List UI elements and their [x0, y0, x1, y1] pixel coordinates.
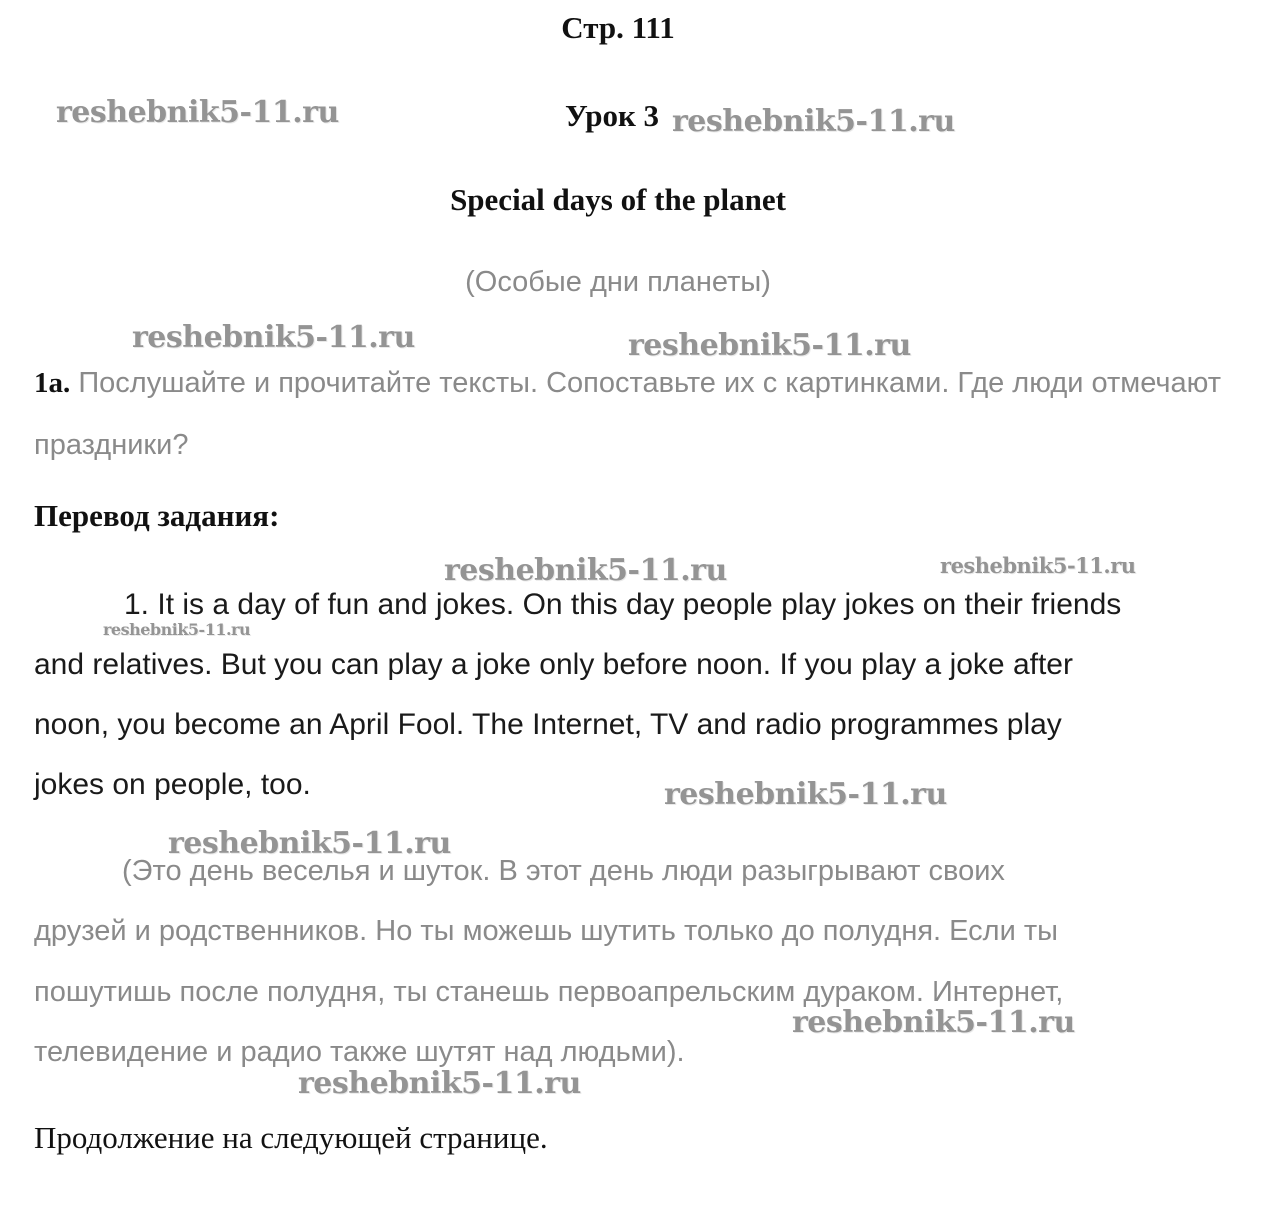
- lesson-label: Урок 3: [565, 98, 660, 133]
- watermark: reshebnik5-11.ru: [940, 553, 1136, 578]
- watermark: reshebnik5-11.ru: [792, 1005, 1075, 1040]
- watermark: reshebnik5-11.ru: [132, 320, 415, 355]
- russian-line: телевидение и радио также шутят над людьми).: [34, 1036, 685, 1068]
- lesson-title: Special days of the planet: [450, 182, 786, 217]
- watermark: reshebnik5-11.ru: [444, 553, 727, 588]
- english-line: jokes on people, too.: [34, 768, 311, 801]
- lesson-subtitle: (Особые дни планеты): [465, 266, 771, 298]
- english-line: and relatives. But you can play a joke only before noon. If you play a joke after: [34, 648, 1073, 681]
- watermark: reshebnik5-11.ru: [103, 620, 251, 639]
- translation-heading: Перевод задания:: [34, 498, 280, 533]
- watermark: reshebnik5-11.ru: [298, 1066, 581, 1101]
- task-text: Послушайте и прочитайте тексты. Сопоставьте их с картинками. Где люди отмечают праздники?: [34, 367, 1222, 461]
- english-line: 1. It is a day of fun and jokes. On this day people play jokes on their friends: [124, 588, 1122, 621]
- russian-line: пошутишь после полудня, ты станешь первоапрельским дураком. Интернет,: [34, 976, 1064, 1008]
- page-number: Стр. 111: [561, 10, 675, 45]
- russian-line: (Это день веселья и шуток. В этот день люди разыгрывают своих: [122, 855, 1005, 887]
- task-1a: [34, 352, 1224, 476]
- task-number: 1a.: [34, 367, 71, 399]
- watermark: reshebnik5-11.ru: [664, 777, 947, 812]
- watermark: reshebnik5-11.ru: [672, 104, 955, 139]
- watermark: reshebnik5-11.ru: [56, 95, 339, 130]
- watermark: reshebnik5-11.ru: [168, 826, 451, 861]
- watermark: reshebnik5-11.ru: [628, 328, 911, 363]
- english-line: noon, you become an April Fool. The Internet, TV and radio programmes play: [34, 708, 1062, 741]
- russian-line: друзей и родственников. Но ты можешь шутить только до полудня. Если ты: [34, 915, 1058, 947]
- continuation-note: Продолжение на следующей странице.: [34, 1120, 548, 1155]
